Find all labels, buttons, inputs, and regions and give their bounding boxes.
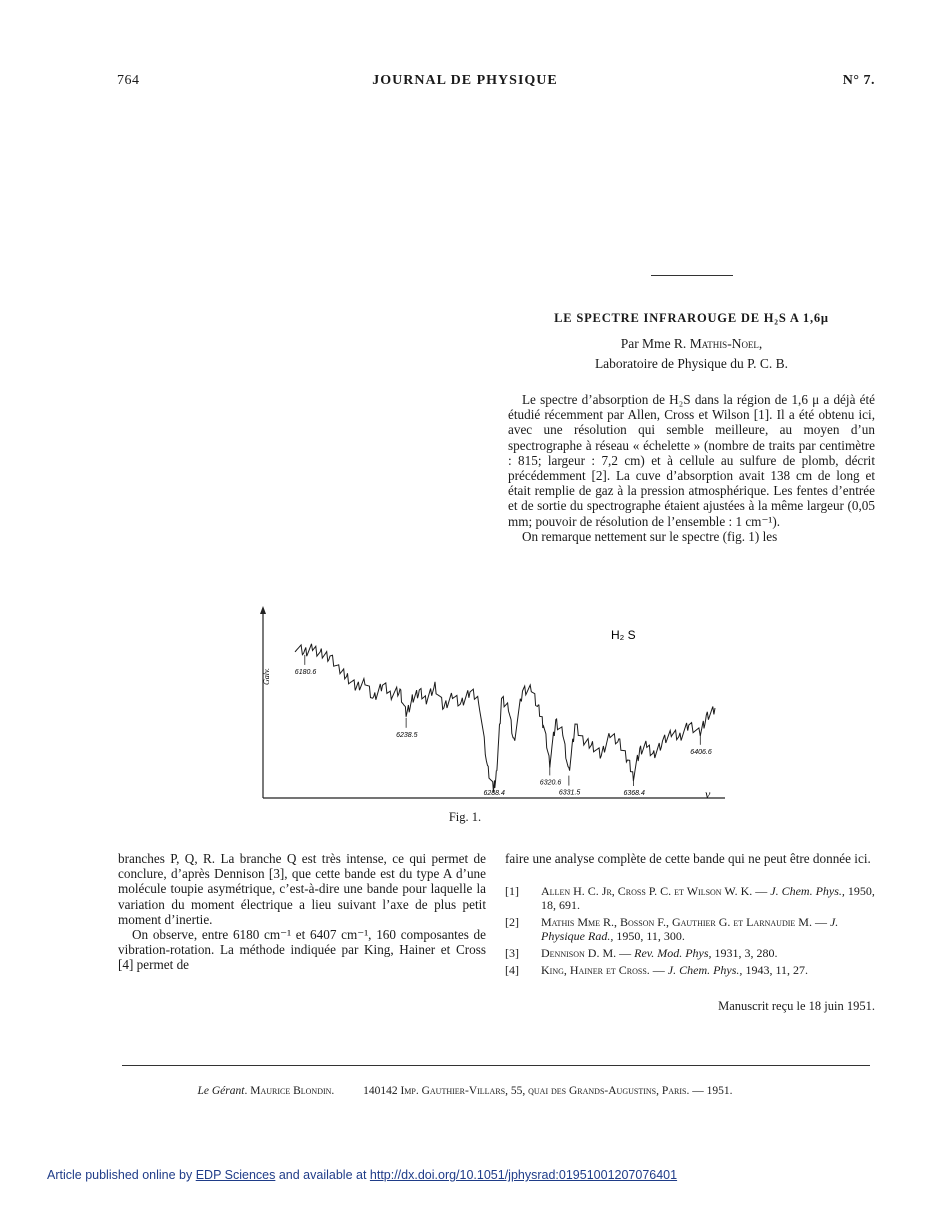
author-name: Mathis-Noel, [689,336,763,351]
article-affiliation: Laboratoire de Physique du P. C. B. [594,356,789,371]
left-column [118,851,486,973]
author-prefix: Par Mme R. [620,336,690,351]
intro-block [508,392,875,544]
intro-paragraph: Le spectre d’absorption de H₂S dans la région de 1,6 μ a déjà été étudié récemment par Allen, Cross et Wilson [1]. Il a été obtenu ici, avec une résolution qui semble meilleure, au moyen d’un spectrographe à réseau « échelette » (nombre de traits par centimètre : 815; largeur : 7,2 cm) et à cellule au sulfure de plomb, décrit précédemment [2]. La cuve d’absorption avait 138 cm de long et était remplie de gaz à la pression atmosphérique. Les fentes d’entrée et de sortie du spectrographe étaient ajustées à la même largeur (0,05 mm; pouvoir de résolution de l’ensemble : 1 cm⁻¹). [508,392,875,529]
y-axis-arrow [260,606,266,614]
spectrum-trace [295,644,715,792]
observe-line: On remarque nettement sur le spectre (fig. 1) les [522,528,778,544]
wavenumber-label: 6288.4 [483,790,505,797]
article-author [508,336,875,352]
wavenumber-label: 6180.6 [294,668,317,676]
reference-item: [4] King, Hainer et Cross. — J. Chem. Phys., 1943, 11, 27. [505,963,808,978]
printer-info: 140142 Imp. Gauthier-Villars, 55, quai des Grands-Augustins, Paris. — 1951. [363,1085,733,1097]
title-separator [651,275,733,276]
right-paragraph: faire une analyse complète de cette bande qui ne peut être donnée ici. [505,851,871,866]
left-paragraph-1: branches P, Q, R. La branche Q est très intense, ce qui permet de conclure, d’après Dennison [3], que cette bande est du type A d’une molécule toupie asymétrique, c’est-à-dire une bande pour laquelle la variation du moment électrique a lieu suivant l’axe de plus petit moment d’inertie. [118,851,486,927]
wavenumber-label: 6368.4 [623,790,645,797]
journal-name: JOURNAL DE PHYSIQUE [372,73,558,88]
publication-banner: Article published online by EDP Sciences and available at http://dx.doi.org/10.1051/jphysrad:01951001207076401 [47,1168,678,1182]
doi-link[interactable]: http://dx.doi.org/10.1051/jphysrad:01951001207076401 [369,1168,678,1182]
footer-imprint [0,1085,930,1097]
gerant-label: Le Gérant [197,1085,245,1097]
issue-number: N° 7. [842,73,875,88]
spectrum-chart [255,603,735,808]
footer-separator [122,1065,870,1066]
right-column [505,851,875,980]
wavenumber-label: 6238.5 [396,731,418,739]
spectrum-figure [255,603,735,808]
edp-sciences-link[interactable]: EDP Sciences [195,1168,276,1182]
y-axis-label: Galv. [262,668,271,685]
molecule-label: H₂ S [611,628,636,642]
reference-item: [3] Dennison D. M. — Rev. Mod. Phys, 1931, 3, 280. [505,946,778,961]
page-number: 764 [117,73,140,88]
reference-item: [2] Mathis Mme R., Bosson F., Gauthier G. et Larnaudie M. — J. Physique Rad., 1950, 11, 300. [505,915,839,944]
manuscript-received: Manuscrit reçu le 18 juin 1951. [718,999,875,1013]
figure-caption: Fig. 1. [448,810,482,824]
gerant-name: . Maurice Blondin. [244,1085,335,1097]
x-axis-label: ν [705,787,711,801]
reference-list [505,884,875,977]
left-paragraph-2: On observe, entre 6180 cm⁻¹ et 6407 cm⁻¹, 160 composantes de vibration-rotation. La méthode indiquée par King, Hainer et Cross [4] permet de [118,927,486,973]
wavenumber-label: 6406.6 [690,748,712,756]
wavenumber-label: 6320.6 [539,779,562,787]
article-title: LE SPECTRE INFRAROUGE DE H₂S A 1,6μ [554,311,829,325]
reference-item: [1] Allen H. C. Jr, Cross P. C. et Wilson W. K. — J. Chem. Phys., 1950, 18, 691. [505,884,875,913]
wavenumber-label: 6331.5 [558,789,581,797]
